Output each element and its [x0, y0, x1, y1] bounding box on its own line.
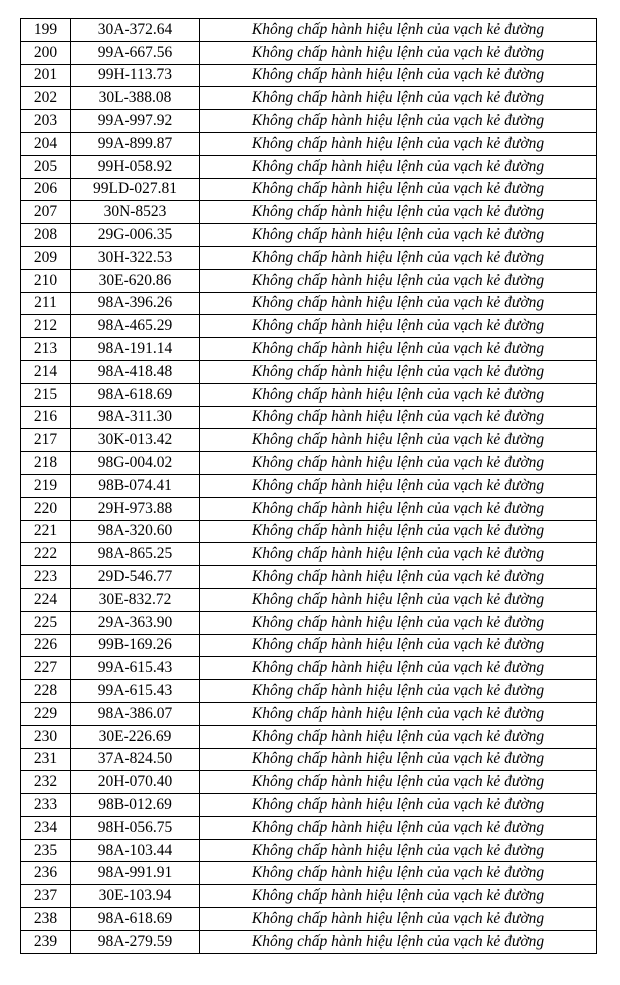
table-row: [21, 657, 597, 680]
table-row: [21, 64, 597, 87]
license-plate-cell: 30E-226.69: [71, 725, 200, 748]
violation-description-cell: Không chấp hành hiệu lệnh của vạch kẻ đường: [200, 771, 597, 794]
row-number-cell: 211: [21, 292, 71, 315]
table-row: [21, 634, 597, 657]
violation-description-cell: Không chấp hành hiệu lệnh của vạch kẻ đường: [200, 132, 597, 155]
row-number-cell: 231: [21, 748, 71, 771]
violation-description-cell: Không chấp hành hiệu lệnh của vạch kẻ đường: [200, 930, 597, 953]
table-row: [21, 19, 597, 42]
license-plate-cell: 20H-070.40: [71, 771, 200, 794]
violation-description-cell: Không chấp hành hiệu lệnh của vạch kẻ đường: [200, 360, 597, 383]
row-number-cell: 199: [21, 19, 71, 42]
table-row: [21, 543, 597, 566]
table-row: [21, 155, 597, 178]
license-plate-cell: 98A-386.07: [71, 702, 200, 725]
license-plate-cell: 98A-865.25: [71, 543, 200, 566]
violation-description-cell: Không chấp hành hiệu lệnh của vạch kẻ đường: [200, 657, 597, 680]
table-row: [21, 725, 597, 748]
license-plate-cell: 98A-103.44: [71, 839, 200, 862]
violation-description-cell: Không chấp hành hiệu lệnh của vạch kẻ đường: [200, 474, 597, 497]
row-number-cell: 226: [21, 634, 71, 657]
table-row: [21, 862, 597, 885]
row-number-cell: 213: [21, 338, 71, 361]
table-row: [21, 87, 597, 110]
table-body: [21, 19, 597, 954]
violation-description-cell: Không chấp hành hiệu lệnh của vạch kẻ đường: [200, 885, 597, 908]
license-plate-cell: 37A-824.50: [71, 748, 200, 771]
table-row: [21, 41, 597, 64]
table-row: [21, 224, 597, 247]
license-plate-cell: 99A-615.43: [71, 657, 200, 680]
table-row: [21, 566, 597, 589]
row-number-cell: 204: [21, 132, 71, 155]
table-row: [21, 406, 597, 429]
row-number-cell: 232: [21, 771, 71, 794]
row-number-cell: 225: [21, 611, 71, 634]
row-number-cell: 223: [21, 566, 71, 589]
table-row: [21, 292, 597, 315]
row-number-cell: 216: [21, 406, 71, 429]
license-plate-cell: 99B-169.26: [71, 634, 200, 657]
license-plate-cell: 98A-991.91: [71, 862, 200, 885]
violation-description-cell: Không chấp hành hiệu lệnh của vạch kẻ đường: [200, 178, 597, 201]
license-plate-cell: 98A-279.59: [71, 930, 200, 953]
violation-description-cell: Không chấp hành hiệu lệnh của vạch kẻ đường: [200, 406, 597, 429]
license-plate-cell: 99LD-027.81: [71, 178, 200, 201]
table-row: [21, 269, 597, 292]
license-plate-cell: 30H-322.53: [71, 246, 200, 269]
row-number-cell: 206: [21, 178, 71, 201]
row-number-cell: 203: [21, 110, 71, 133]
violation-description-cell: Không chấp hành hiệu lệnh của vạch kẻ đường: [200, 246, 597, 269]
license-plate-cell: 98A-191.14: [71, 338, 200, 361]
table-row: [21, 908, 597, 931]
table-row: [21, 771, 597, 794]
license-plate-cell: 30K-013.42: [71, 429, 200, 452]
row-number-cell: 229: [21, 702, 71, 725]
row-number-cell: 221: [21, 520, 71, 543]
row-number-cell: 207: [21, 201, 71, 224]
license-plate-cell: 30A-372.64: [71, 19, 200, 42]
violation-description-cell: Không chấp hành hiệu lệnh của vạch kẻ đường: [200, 338, 597, 361]
table-row: [21, 452, 597, 475]
license-plate-cell: 99A-997.92: [71, 110, 200, 133]
violation-description-cell: Không chấp hành hiệu lệnh của vạch kẻ đường: [200, 566, 597, 589]
row-number-cell: 209: [21, 246, 71, 269]
violation-description-cell: Không chấp hành hiệu lệnh của vạch kẻ đường: [200, 725, 597, 748]
license-plate-cell: 99A-667.56: [71, 41, 200, 64]
row-number-cell: 220: [21, 497, 71, 520]
license-plate-cell: 98B-012.69: [71, 794, 200, 817]
table-row: [21, 611, 597, 634]
table-row: [21, 930, 597, 953]
violation-description-cell: Không chấp hành hiệu lệnh của vạch kẻ đường: [200, 497, 597, 520]
license-plate-cell: 99H-113.73: [71, 64, 200, 87]
violation-description-cell: Không chấp hành hiệu lệnh của vạch kẻ đường: [200, 520, 597, 543]
table-row: [21, 132, 597, 155]
license-plate-cell: 29G-006.35: [71, 224, 200, 247]
license-plate-cell: 98H-056.75: [71, 816, 200, 839]
table-row: [21, 816, 597, 839]
row-number-cell: 214: [21, 360, 71, 383]
table-row: [21, 429, 597, 452]
license-plate-cell: 29D-546.77: [71, 566, 200, 589]
table-row: [21, 520, 597, 543]
violation-description-cell: Không chấp hành hiệu lệnh của vạch kẻ đường: [200, 702, 597, 725]
license-plate-cell: 30L-388.08: [71, 87, 200, 110]
table-row: [21, 383, 597, 406]
license-plate-cell: 98A-418.48: [71, 360, 200, 383]
row-number-cell: 237: [21, 885, 71, 908]
license-plate-cell: 98A-618.69: [71, 908, 200, 931]
license-plate-cell: 98G-004.02: [71, 452, 200, 475]
violation-description-cell: Không chấp hành hiệu lệnh của vạch kẻ đường: [200, 110, 597, 133]
license-plate-cell: 29H-973.88: [71, 497, 200, 520]
row-number-cell: 233: [21, 794, 71, 817]
violation-description-cell: Không chấp hành hiệu lệnh của vạch kẻ đường: [200, 816, 597, 839]
license-plate-cell: 99A-615.43: [71, 680, 200, 703]
row-number-cell: 217: [21, 429, 71, 452]
violation-description-cell: Không chấp hành hiệu lệnh của vạch kẻ đường: [200, 383, 597, 406]
violation-description-cell: Không chấp hành hiệu lệnh của vạch kẻ đường: [200, 429, 597, 452]
violation-description-cell: Không chấp hành hiệu lệnh của vạch kẻ đường: [200, 269, 597, 292]
license-plate-cell: 98A-618.69: [71, 383, 200, 406]
row-number-cell: 230: [21, 725, 71, 748]
license-plate-cell: 30E-103.94: [71, 885, 200, 908]
violation-description-cell: Không chấp hành hiệu lệnh của vạch kẻ đường: [200, 292, 597, 315]
license-plate-cell: 98A-396.26: [71, 292, 200, 315]
table-row: [21, 748, 597, 771]
violations-table: [20, 18, 597, 954]
row-number-cell: 238: [21, 908, 71, 931]
violation-description-cell: Không chấp hành hiệu lệnh của vạch kẻ đường: [200, 201, 597, 224]
violation-description-cell: Không chấp hành hiệu lệnh của vạch kẻ đường: [200, 748, 597, 771]
row-number-cell: 208: [21, 224, 71, 247]
row-number-cell: 210: [21, 269, 71, 292]
table-row: [21, 794, 597, 817]
violation-description-cell: Không chấp hành hiệu lệnh của vạch kẻ đường: [200, 155, 597, 178]
table-row: [21, 885, 597, 908]
row-number-cell: 235: [21, 839, 71, 862]
violation-description-cell: Không chấp hành hiệu lệnh của vạch kẻ đường: [200, 315, 597, 338]
violation-description-cell: Không chấp hành hiệu lệnh của vạch kẻ đường: [200, 64, 597, 87]
table-row: [21, 178, 597, 201]
table-row: [21, 315, 597, 338]
table-row: [21, 680, 597, 703]
table-row: [21, 360, 597, 383]
row-number-cell: 227: [21, 657, 71, 680]
violation-description-cell: Không chấp hành hiệu lệnh của vạch kẻ đường: [200, 634, 597, 657]
violation-description-cell: Không chấp hành hiệu lệnh của vạch kẻ đường: [200, 543, 597, 566]
row-number-cell: 236: [21, 862, 71, 885]
row-number-cell: 201: [21, 64, 71, 87]
row-number-cell: 218: [21, 452, 71, 475]
violation-description-cell: Không chấp hành hiệu lệnh của vạch kẻ đường: [200, 680, 597, 703]
table-row: [21, 246, 597, 269]
violation-description-cell: Không chấp hành hiệu lệnh của vạch kẻ đường: [200, 611, 597, 634]
violation-description-cell: Không chấp hành hiệu lệnh của vạch kẻ đường: [200, 19, 597, 42]
violation-description-cell: Không chấp hành hiệu lệnh của vạch kẻ đường: [200, 908, 597, 931]
row-number-cell: 222: [21, 543, 71, 566]
row-number-cell: 239: [21, 930, 71, 953]
violation-description-cell: Không chấp hành hiệu lệnh của vạch kẻ đường: [200, 87, 597, 110]
row-number-cell: 215: [21, 383, 71, 406]
table-row: [21, 497, 597, 520]
table-row: [21, 474, 597, 497]
violation-description-cell: Không chấp hành hiệu lệnh của vạch kẻ đường: [200, 839, 597, 862]
row-number-cell: 228: [21, 680, 71, 703]
license-plate-cell: 98B-074.41: [71, 474, 200, 497]
row-number-cell: 205: [21, 155, 71, 178]
violation-description-cell: Không chấp hành hiệu lệnh của vạch kẻ đường: [200, 862, 597, 885]
license-plate-cell: 99H-058.92: [71, 155, 200, 178]
table-row: [21, 588, 597, 611]
table-row: [21, 839, 597, 862]
table-row: [21, 110, 597, 133]
violation-description-cell: Không chấp hành hiệu lệnh của vạch kẻ đường: [200, 588, 597, 611]
violation-description-cell: Không chấp hành hiệu lệnh của vạch kẻ đường: [200, 224, 597, 247]
license-plate-cell: 99A-899.87: [71, 132, 200, 155]
row-number-cell: 202: [21, 87, 71, 110]
license-plate-cell: 29A-363.90: [71, 611, 200, 634]
row-number-cell: 200: [21, 41, 71, 64]
table-row: [21, 201, 597, 224]
table-row: [21, 338, 597, 361]
violation-description-cell: Không chấp hành hiệu lệnh của vạch kẻ đường: [200, 41, 597, 64]
license-plate-cell: 30N-8523: [71, 201, 200, 224]
license-plate-cell: 98A-320.60: [71, 520, 200, 543]
violation-description-cell: Không chấp hành hiệu lệnh của vạch kẻ đường: [200, 794, 597, 817]
row-number-cell: 219: [21, 474, 71, 497]
row-number-cell: 212: [21, 315, 71, 338]
license-plate-cell: 30E-832.72: [71, 588, 200, 611]
license-plate-cell: 98A-311.30: [71, 406, 200, 429]
table-row: [21, 702, 597, 725]
license-plate-cell: 30E-620.86: [71, 269, 200, 292]
license-plate-cell: 98A-465.29: [71, 315, 200, 338]
violation-description-cell: Không chấp hành hiệu lệnh của vạch kẻ đường: [200, 452, 597, 475]
row-number-cell: 234: [21, 816, 71, 839]
row-number-cell: 224: [21, 588, 71, 611]
